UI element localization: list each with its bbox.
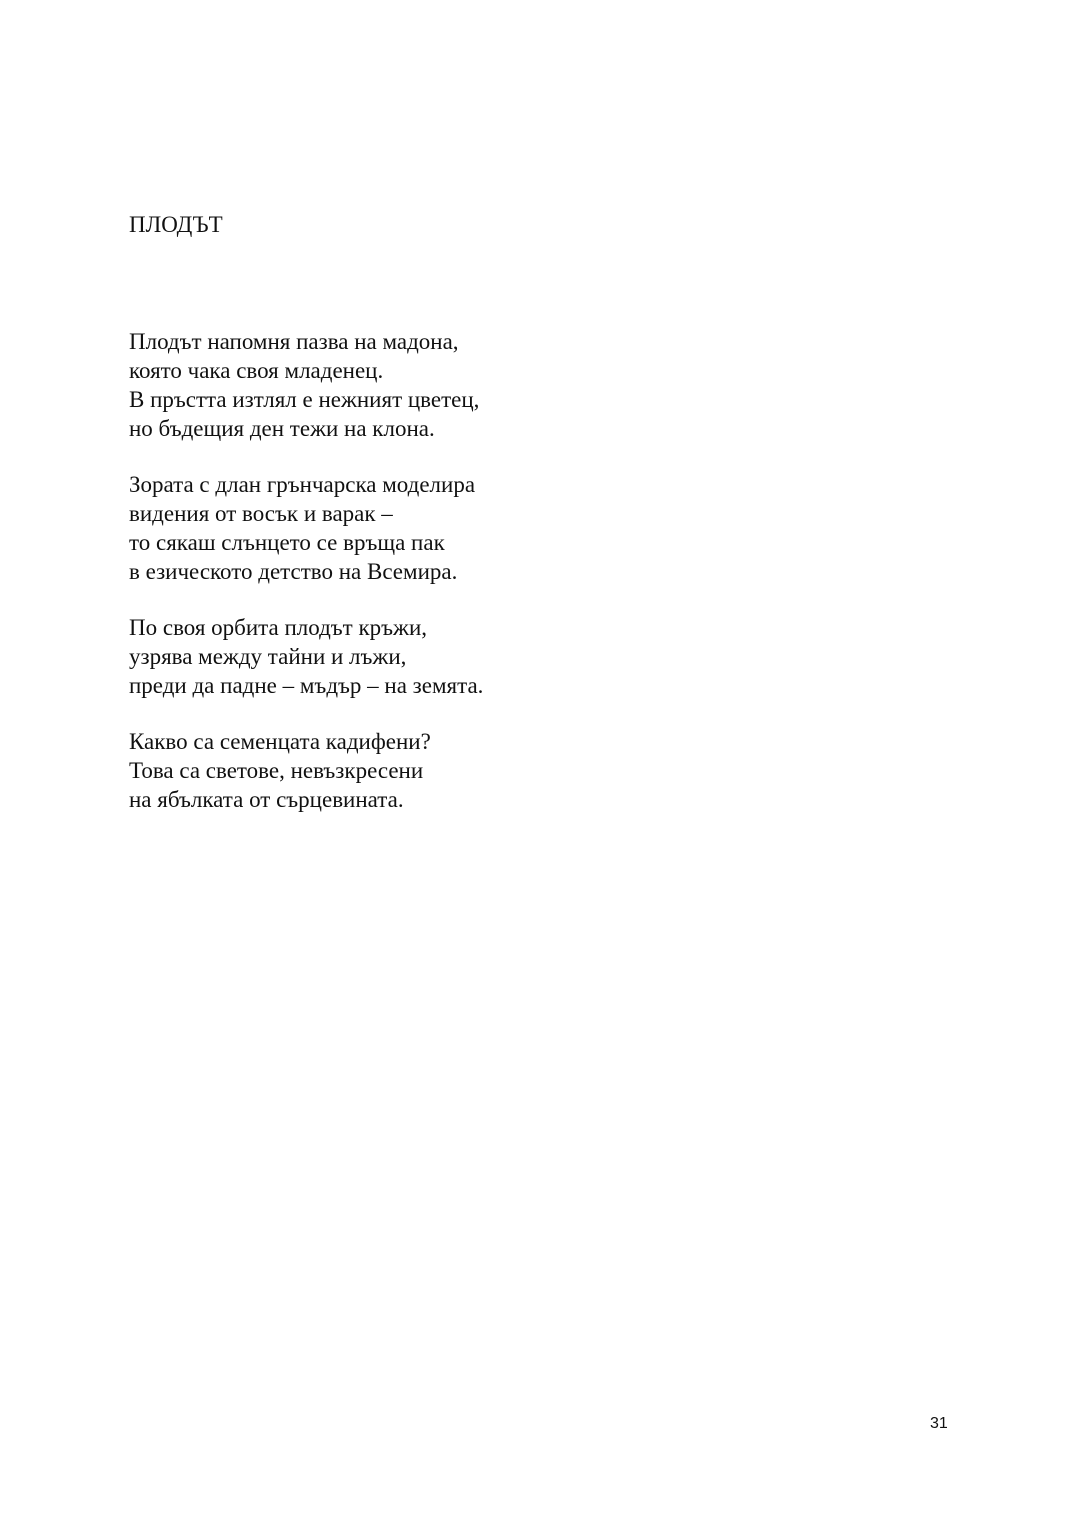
stanza bbox=[129, 470, 483, 586]
poem-line: видения от восък и варак – bbox=[129, 501, 393, 526]
poem-line: узрява между тайни и лъжи, bbox=[129, 644, 407, 669]
poem-body bbox=[129, 327, 483, 841]
poem-line: на ябълката от сърцевината. bbox=[129, 787, 404, 812]
poem-line: Това са светове, невъзкресени bbox=[129, 758, 424, 783]
poem-line: Зората с длан грънчарска моделира bbox=[129, 472, 476, 497]
page-number: 31 bbox=[930, 1415, 948, 1432]
poem-line: която чака своя младенец. bbox=[129, 358, 384, 383]
poem-line: В пръстта изтлял е нежният цветец, bbox=[129, 387, 480, 412]
poem-line: преди да падне – мъдър – на земята. bbox=[129, 673, 484, 698]
poem-line: Какво са семенцата кадифени? bbox=[129, 729, 431, 754]
poem-line: в езическото детство на Всемира. bbox=[129, 559, 458, 584]
poem-line: По своя орбита плодът кръжи, bbox=[129, 615, 428, 640]
stanza bbox=[129, 327, 483, 443]
stanza bbox=[129, 613, 483, 700]
poem-title: ПЛОДЪТ bbox=[129, 212, 223, 237]
stanza bbox=[129, 727, 483, 814]
poem-line: Плодът напомня пазва на мадона, bbox=[129, 329, 459, 354]
poem-line: но бъдещия ден тежи на клона. bbox=[129, 416, 435, 441]
poem-line: то сякаш слънцето се връща пак bbox=[129, 530, 445, 555]
